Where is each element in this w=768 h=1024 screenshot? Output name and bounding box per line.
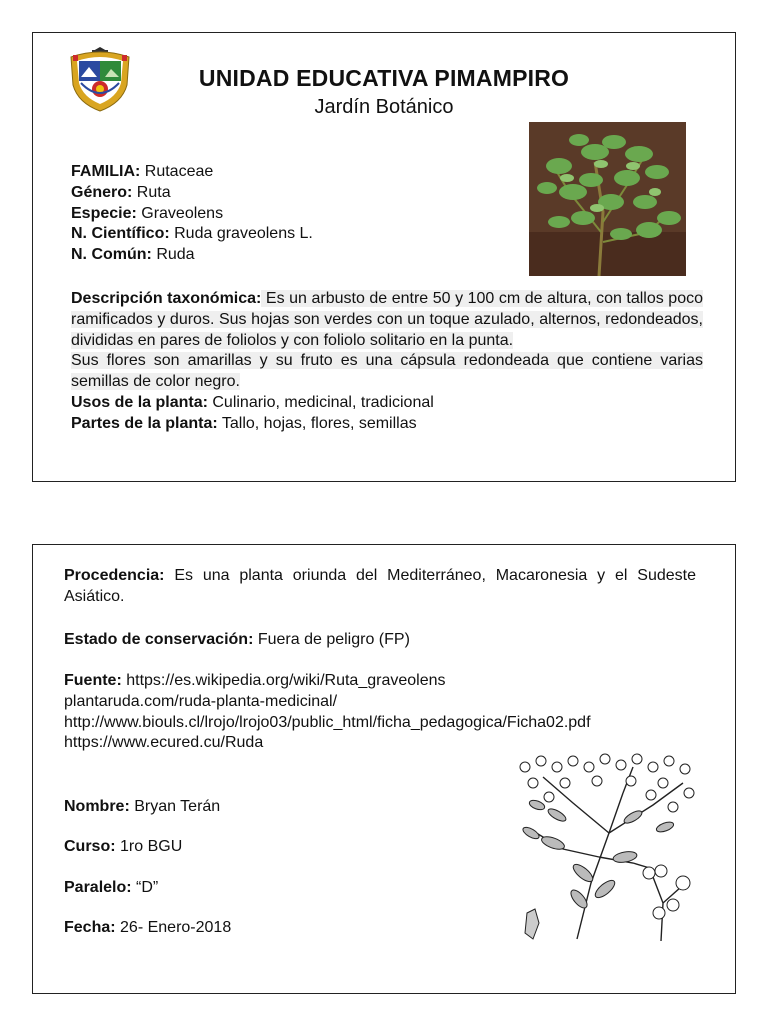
source-line: http://www.biouls.cl/lrojo/lrojo03/public_html/ficha_pedagogica/Ficha02.pdf xyxy=(64,713,591,731)
source-line: plantaruda.com/ruda-planta-medicinal/ xyxy=(64,692,338,710)
origin-text: Procedencia: Es una planta oriunda del Mediterráneo, Macaronesia y el Sudeste Asiático. xyxy=(64,567,696,605)
garden-name: Jardín Botánico xyxy=(314,96,454,118)
sources-block xyxy=(64,671,696,754)
taxonomy-facts xyxy=(71,162,313,266)
student-course: Curso: 1ro BGU xyxy=(64,838,183,855)
description-flowers: Sus flores son amarillas y su fruto es una cápsula redondeada que contiene varias semillas de color negro. xyxy=(71,352,703,391)
student-section: Paralelo: “D” xyxy=(64,879,159,896)
plant-uses: Usos de la planta: Culinario, medicinal, tradicional xyxy=(71,393,434,411)
plant-parts: Partes de la planta: Tallo, hojas, flores, semillas xyxy=(71,414,417,432)
plant-card-front xyxy=(32,32,736,482)
source-line: https://www.ecured.cu/Ruda xyxy=(64,734,264,752)
plant-card-back xyxy=(32,544,736,994)
fact-genero: Género: Ruta xyxy=(71,183,171,201)
fact-nombre-cientifico: N. Científico: Ruda graveolens L. xyxy=(71,225,313,243)
school-name: UNIDAD EDUCATIVA PIMAMPIRO xyxy=(198,65,570,91)
description-paragraph: Descripción taxonómica: Es un arbusto de entre 50 y 100 cm de altura, con tallos poco ramificados y duros. Sus hojas son verdes con un toque azulado, alternos, redondeados, divididas en pares de foliolos y con foliolo solitario en la punta. xyxy=(71,290,703,349)
student-name: Nombre: Bryan Terán xyxy=(64,798,221,815)
fact-especie: Especie: Graveolens xyxy=(71,204,224,222)
fact-nombre-comun: N. Común: Ruda xyxy=(71,246,195,264)
card-date: Fecha: 26- Enero-2018 xyxy=(64,919,232,936)
conservation-status: Estado de conservación: Fuera de peligro (FP) xyxy=(64,631,410,648)
plant-description xyxy=(71,289,703,435)
source-line: Fuente: https://es.wikipedia.org/wiki/Ruta_graveolens xyxy=(64,672,446,689)
fact-familia: FAMILIA: Rutaceae xyxy=(71,163,214,180)
rue-plant-photo xyxy=(529,122,686,276)
